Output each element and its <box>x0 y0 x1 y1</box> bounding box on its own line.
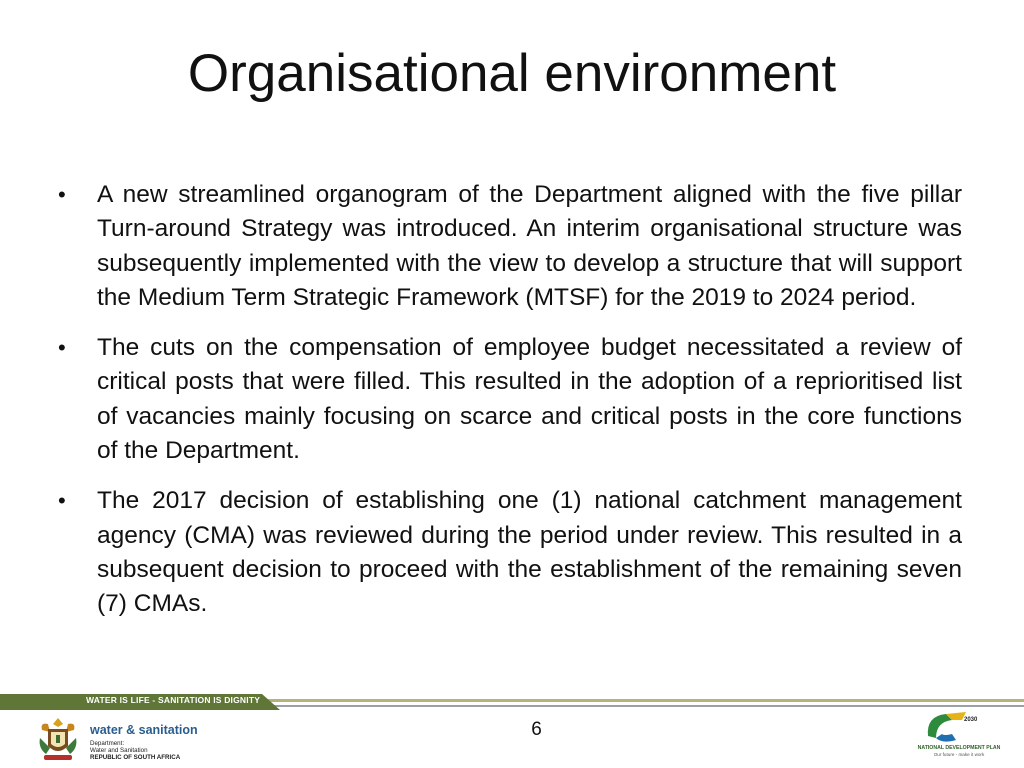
department-country: REPUBLIC OF SOUTH AFRICA <box>90 754 181 761</box>
bullet-item <box>58 178 962 315</box>
page-number: 6 <box>531 719 542 740</box>
slide-title: Organisational environment <box>187 44 837 103</box>
ndp-name: NATIONAL DEVELOPMENT PLAN <box>917 745 1001 751</box>
bullet-glyph: • <box>58 335 66 361</box>
ndp-short: NDP <box>941 723 967 737</box>
department-brand: water & sanitation <box>90 723 198 737</box>
bullet-glyph: • <box>58 182 66 207</box>
coat-of-arms-icon <box>36 716 80 762</box>
bullet-text: The cuts on the compensation of employee budget necessitated a review of critical posts that were filled. This resulted in the adoption of a reprioritised list of vacancies mainly focusing on scarce and critical posts in the core functions of the Department. <box>97 334 962 465</box>
footer-gray-line <box>270 705 1024 707</box>
bullet-item <box>58 331 962 468</box>
bullet-list <box>58 178 962 638</box>
ndp-year: 2030 <box>964 717 978 723</box>
ndp-2030-logo-icon <box>922 710 982 746</box>
bullet-item <box>58 484 962 621</box>
ndp-tagline: Our future - make it work <box>933 752 985 757</box>
department-line2: Water and Sanitation <box>90 747 148 754</box>
footer-olive-line <box>250 699 1024 702</box>
bullet-text: The 2017 decision of establishing one (1) national catchment management agency (CMA) was reviewed during the period under review. This resulted in a subsequent decision to proceed with the establishment of the remaining seven (7) CMAs. <box>97 487 962 618</box>
bullet-text: A new streamlined organogram of the Department aligned with the five pillar Turn-around Strategy was introduced. An interim organisational structure was subsequently implemented with the view to develop a structure that will support the Medium Term Strategic Framework (MTSF) for the 2019 to 2024 period. <box>97 181 962 311</box>
department-line1: Department: <box>90 740 125 747</box>
bullet-glyph: • <box>58 488 66 514</box>
footer-slogan: WATER IS LIFE - SANITATION IS DIGNITY <box>86 695 261 705</box>
